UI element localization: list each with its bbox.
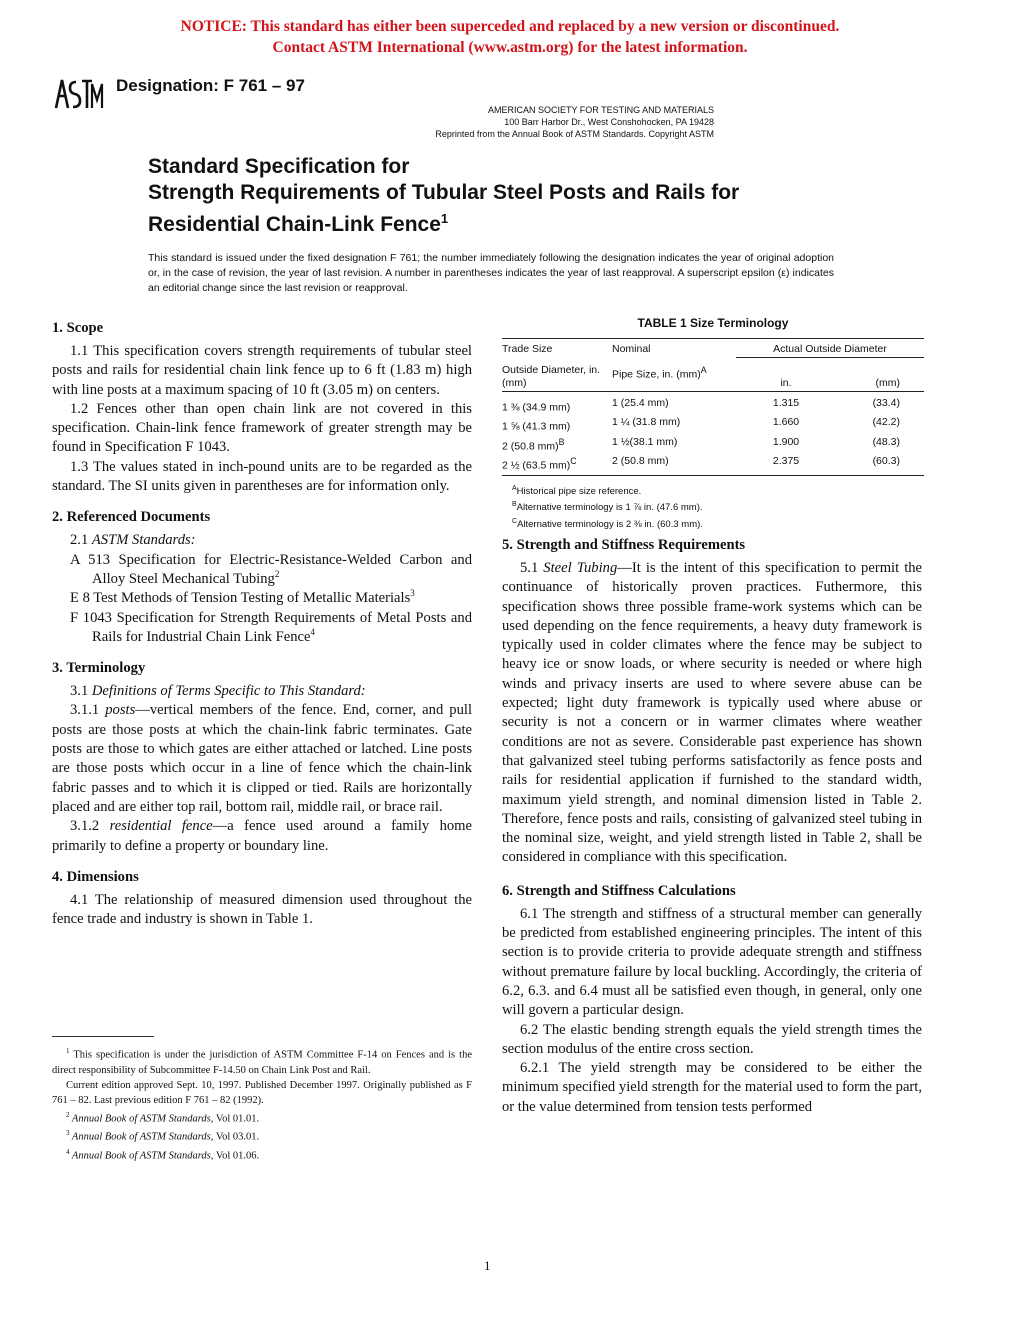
- section-heading: 6. Strength and Stiffness Calculations: [502, 882, 736, 899]
- section-heading: 3. Terminology: [52, 660, 146, 677]
- footnote: $^1$ This specification is under the jurisdiction of ASTM Committee F-14 on Fences and is the direct responsibility of Subcommittee F-14.50 on Chain Link Post and Rail.: [52, 1047, 472, 1076]
- table-note: $^A$Historical pipe size reference.: [512, 484, 642, 497]
- cell-mm: (60.3): [836, 454, 924, 475]
- size-table: [502, 338, 924, 476]
- footnote: $^4$ Annual Book of ASTM Standards, Vol 01.06.: [66, 1147, 260, 1161]
- reference-item: F 1043 Specification for Strength Requirements of Metal Posts and Rails for Industrial Chain Link Fence$^4$: [70, 609, 472, 645]
- right-column: [502, 536, 922, 1129]
- table-row: [502, 415, 924, 435]
- footnote: $^2$ Annual Book of ASTM Standards, Vol 01.01.: [66, 1110, 260, 1124]
- notice-line-2: Contact ASTM International (www.astm.org) for the latest information.: [272, 39, 748, 56]
- cell-in: 2.375: [736, 454, 836, 475]
- cell-mm: (33.4): [836, 391, 924, 415]
- title-footnote-mark: 1: [440, 211, 449, 226]
- header-cell: Outside Diameter, in. (mm): [502, 363, 601, 389]
- table-row: [502, 435, 924, 455]
- paragraph: 5.1 Steel Tubing—It is the intent of this specification to permit the continuance of historically proven practices. Futhermore, this specification shows three possible frame-work systems which can be used depending on the fence requirements, a heavy duty framework is typically used in colder climates where the fence may be subject to heavy ice or snow loads, or where security is needed or where high winds and privacy inserts are used to where severe abuse can be expected; light duty framework is typically used where abuse or security is not a concern or in warmer climates where weather conditions are not as severe. Considerable past experience has shown that galvanized steel tubing performs satisfactorily as fence posts and rails for residential application if furnished to the standard width, maximum yield strength, and nominal dimension listed in Table 2. Therefore, fence posts and rails, consisting of galvanized steel tubing in the nominal size, weight, and yield strength listed in Table 2, shall be considered in compliance with this specification.: [502, 560, 923, 866]
- publisher-block: [300, 104, 714, 140]
- reference-item: E 8 Test Methods of Tension Testing of Metallic Materials$^3$: [70, 588, 415, 607]
- footnotes: [52, 1044, 472, 1163]
- publisher-name: AMERICAN SOCIETY FOR TESTING AND MATERIALS: [487, 105, 714, 115]
- header-cell: Pipe Size, in. (mm)$^A$: [612, 364, 707, 380]
- section-strength-calculations: [502, 882, 922, 1117]
- section-heading: 1. Scope: [52, 320, 104, 336]
- title-line-1: Standard Specification for: [148, 155, 410, 178]
- issuance-statement: This standard is issued under the fixed designation F 761; the number immediately following the designation indicates the year of original adoption or, in the case of revision, the year of last revision. A number in parentheses indicates the year of last reapproval. A superscript epsilon (ε) indicates an editorial change since the last revision or reapproval.: [148, 252, 834, 294]
- astm-logo-icon: [52, 76, 104, 112]
- paragraph: 1.2 Fences other than open chain link are not covered in this specification. Chain-link fence framework of greater strength may be found in Specification F 1043.: [52, 400, 472, 456]
- paragraph: 2.1 ASTM Standards:: [70, 532, 196, 549]
- cell-in: 1.660: [772, 416, 800, 428]
- paragraph: 3.1 Definitions of Terms Specific to This Standard:: [70, 683, 366, 700]
- header-cell: Trade Size: [502, 339, 612, 358]
- page-number: 1: [484, 1258, 491, 1273]
- cell-nominal: 1 ½(38.1 mm): [612, 435, 678, 448]
- cell-trade: 2 (50.8 mm)$^B$: [502, 436, 565, 452]
- paragraph: 4.1 The relationship of measured dimension used throughout the fence trade and industry is shown in Table 1.: [52, 891, 472, 928]
- section-heading: 5. Strength and Stiffness Requirements: [502, 537, 746, 553]
- footnote-divider: [52, 1036, 154, 1037]
- astm-logo: [52, 76, 104, 112]
- header-cell: in.: [780, 376, 792, 389]
- table-row: [502, 454, 924, 475]
- document-title: [148, 154, 868, 238]
- title-line-3: Residential Chain-Link Fence$^1$: [148, 211, 449, 236]
- section-strength-requirements: [502, 536, 922, 868]
- cell-in: 1.900: [772, 435, 800, 448]
- footnote: $^3$ Annual Book of ASTM Standards, Vol 03.01.: [66, 1129, 260, 1143]
- table-subheader-row: [502, 358, 924, 392]
- table-caption: TABLE 1 Size Terminology: [637, 316, 789, 330]
- section-terminology: [52, 659, 472, 856]
- cell-nominal: 1 ¼ (31.8 mm): [612, 416, 681, 428]
- table-note: $^C$Alternative terminology is 2 ⅜ in. (60.3 mm).: [512, 517, 703, 530]
- table-size-terminology: [502, 316, 924, 531]
- table-notes: [502, 482, 924, 532]
- section-referenced-documents: [52, 508, 472, 647]
- reference-item: A 513 Specification for Electric-Resistance-Welded Carbon and Alloy Steel Mechanical Tubing$^2$: [70, 551, 472, 587]
- cell-nominal: 1 (25.4 mm): [612, 391, 736, 415]
- paragraph: 6.2 The elastic bending strength equals the yield strength times the section modulus of the entire cross section.: [502, 1021, 922, 1057]
- publisher-address: 100 Barr Harbor Dr., West Conshohocken, PA 19428: [504, 117, 714, 127]
- paragraph: 6.1 The strength and stiffness of a structural member can generally be predicted from established engineering principles. The intent of this section is to provide criteria to provide adequate strength and stiffness without premature failure by local buckling. Accordingly, the criteria of 6.2, 6.3. and 6.4 must all be satisfied even though, in general, only one will govern a particular design.: [502, 905, 922, 1019]
- cell-mm: (42.2): [872, 416, 900, 428]
- table-row: [502, 391, 924, 415]
- reprint-notice: Reprinted from the Annual Book of ASTM Standards. Copyright ASTM: [435, 129, 714, 139]
- paragraph: 3.1.2 residential fence—a fence used around a family home primarily to define a property or boundary line.: [52, 818, 472, 854]
- cell-trade: 1 ⅜ (34.9 mm): [502, 391, 612, 415]
- header-cell: Nominal: [612, 339, 736, 358]
- designation: Designation: F 761 – 97: [116, 76, 305, 95]
- notice-line-1: NOTICE: This standard has either been superceded and replaced by a new version or discontinued.: [180, 18, 840, 35]
- cell-trade: 2 ½ (63.5 mm)$^C$: [502, 454, 612, 475]
- section-scope: [52, 319, 472, 496]
- cell-in: 1.315: [736, 391, 836, 415]
- header-cell: Actual Outside Diameter: [736, 339, 924, 358]
- supersession-notice: [0, 16, 1020, 58]
- paragraph: 3.1.1 posts—vertical members of the fence. End, corner, and pull posts are those posts at which the chain-link fabric terminates. Gate posts are those to which gates are either attached or latched. Line posts are those posts which occur in a line of fence which the chain-link fabric passes and to which it is clipped or tied. Rails are horizontally placed and are either top rail, bottom rail, middle rail, or brace rail.: [52, 702, 473, 815]
- cell-mm: (48.3): [872, 435, 900, 448]
- paragraph: 1.3 The values stated in inch-pound units are to be regarded as the standard. The SI units given in parentheses are for information only.: [52, 458, 472, 495]
- table-note: $^B$Alternative terminology is 1 ⅞ in. (47.6 mm).: [512, 501, 703, 514]
- section-dimensions: [52, 868, 472, 930]
- section-heading: 2. Referenced Documents: [52, 509, 211, 526]
- cell-trade: 1 ⅝ (41.3 mm): [502, 420, 571, 433]
- paragraph: 6.2.1 The yield strength may be considered to be either the minimum specified yield strength for the material used to form the part, or the value determined from tension tests performed: [502, 1060, 922, 1115]
- table-header-row: [502, 339, 924, 358]
- header-cell: (mm): [875, 376, 900, 389]
- footnote: Current edition approved Sept. 10, 1997. Published December 1997. Originally published as F 761 – 82. Last previous edition F 761 – 82 (1992).: [52, 1079, 472, 1106]
- title-line-2: Strength Requirements of Tubular Steel Posts and Rails for: [148, 181, 740, 204]
- left-column: [52, 319, 472, 941]
- section-heading: 4. Dimensions: [52, 868, 139, 885]
- paragraph: 1.1 This specification covers strength requirements of tubular steel posts and rails for residential chain link fence up to 6 ft (1.83 m) high with line posts at a maximum spacing of 10 ft (3.05 m) on centers.: [52, 343, 472, 398]
- cell-nominal: 2 (50.8 mm): [612, 454, 736, 475]
